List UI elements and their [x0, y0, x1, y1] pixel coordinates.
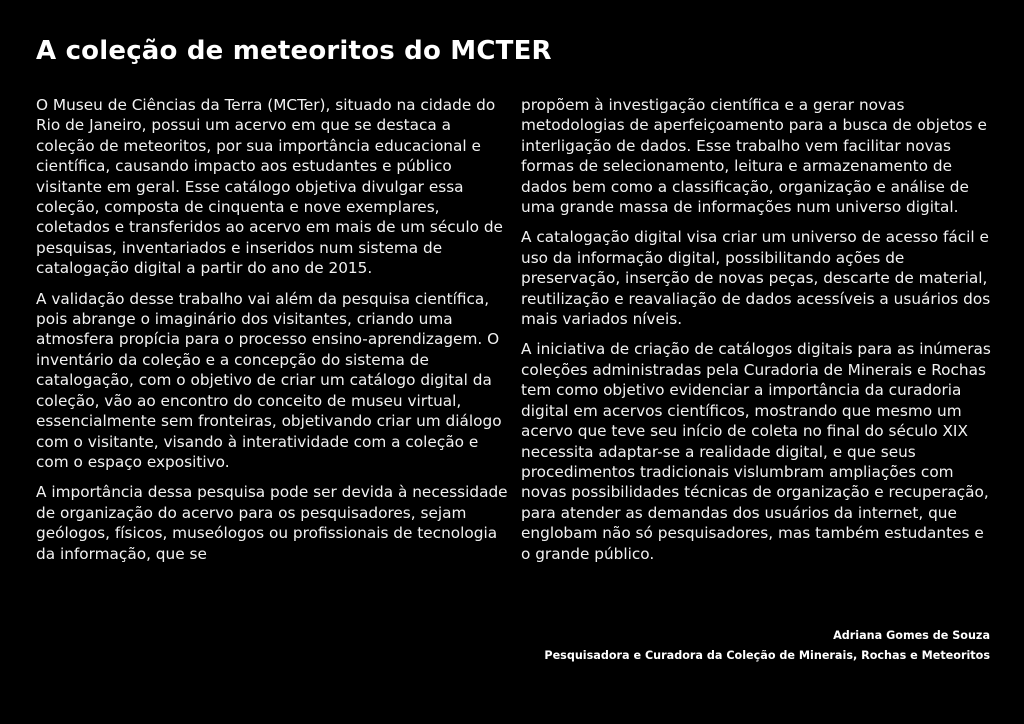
paragraph: A importância dessa pesquisa pode ser devida à necessidade de organização do acervo para os pesquisadores, sejam geólogos, físicos, museólogos ou profissionais de tecnologia da informação, que se — [36, 483, 508, 563]
signature-block — [544, 626, 990, 666]
author-name: Adriana Gomes de Souza — [833, 629, 990, 642]
right-column — [521, 95, 995, 574]
paragraph: O Museu de Ciências da Terra (MCTer), situado na cidade do Rio de Janeiro, possui um acervo em que se destaca a coleção de meteoritos, por sua importância educacional e científica, causando impacto aos estudantes e público visitante em geral. Esse catálogo objetiva divulgar essa coleção, composta de cinquenta e nove exemplares, coletados e transferidos ao acervo em mais de um século de pesquisas, inventariados e inseridos num sistema de catalogação digital a partir do ano de 2015. — [36, 96, 503, 278]
author-role: Pesquisadora e Curadora da Coleção de Minerais, Rochas e Meteoritos — [544, 649, 990, 662]
left-column — [36, 95, 508, 574]
page-title: A coleção de meteoritos do MCTER — [36, 36, 552, 66]
paragraph: A catalogação digital visa criar um universo de acesso fácil e uso da informação digital, possibilitando ações de preservação, inserção de novas peças, descarte de material, reutilização e reavaliação de dados acessíveis a usuários dos mais variados níveis. — [521, 228, 991, 329]
paragraph: propõem à investigação científica e a gerar novas metodologias de aperfeiçoamento para a busca de objetos e interligação de dados. Esse trabalho vem facilitar novas formas de selecionamento, leitura e armazenamento de dados bem como a classificação, organização e análise de uma grande massa de informações num universo digital. — [521, 96, 987, 217]
paragraph: A iniciativa de criação de catálogos digitais para as inúmeras coleções administradas pela Curadoria de Minerais e Rochas tem como objetivo evidenciar a importância da curadoria digital em acervos científicos, mostrando que mesmo um acervo que teve seu início de coleta no final do século XIX necessita adaptar-se a realidade digital, e que seus procedimentos tradicionais vislumbram ampliações com novas possibilidades técnicas de organização e recuperação, para atender as demandas dos usuários da internet, que englobam não só pesquisadores, mas também estudantes e o grande público. — [521, 340, 991, 563]
paragraph: A validação desse trabalho vai além da pesquisa científica, pois abrange o imaginário dos visitantes, criando uma atmosfera propícia para o processo ensino-aprendizagem. O inventário da coleção e a concepção do sistema de catalogação, com o objetivo de criar um catálogo digital da coleção, vão ao encontro do conceito de museu virtual, essencialmente sem fronteiras, objetivando criar um diálogo com o visitante, visando à interatividade com a coleção e com o espaço expositivo. — [36, 289, 502, 471]
